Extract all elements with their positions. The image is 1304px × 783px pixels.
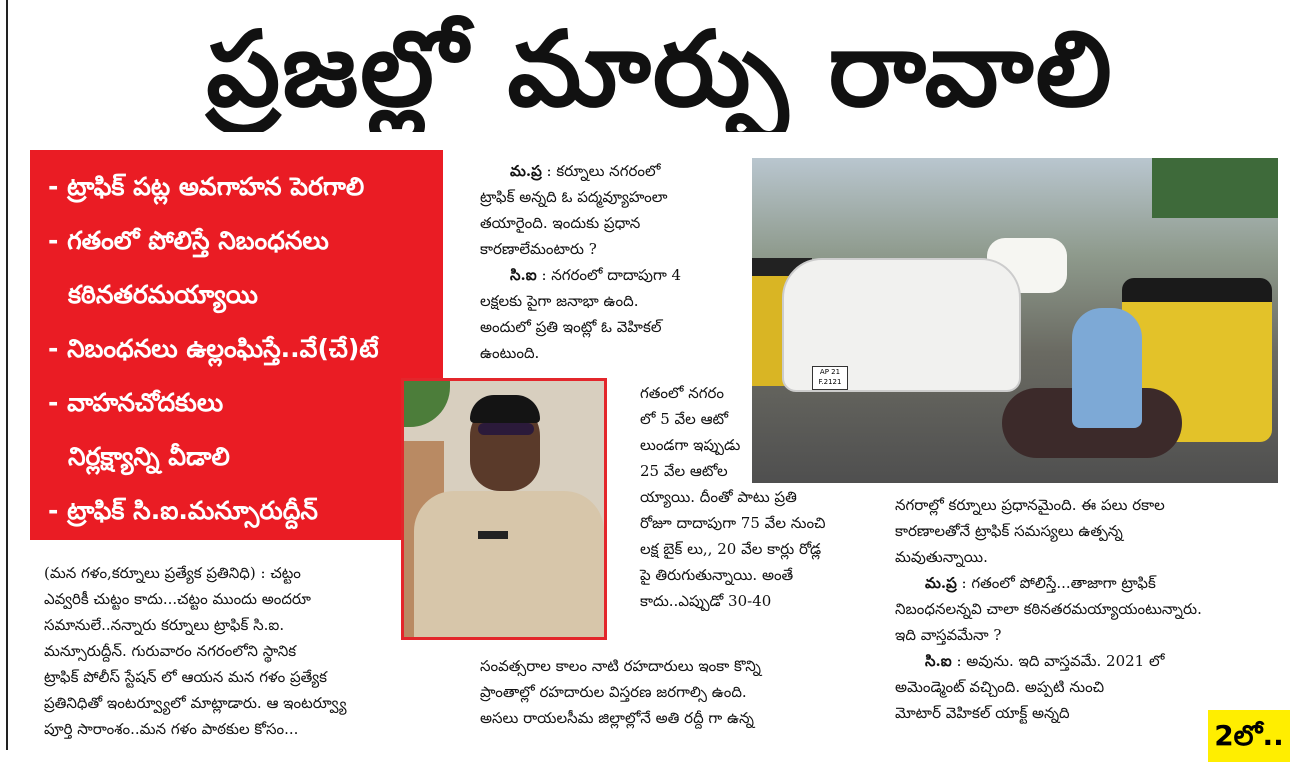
line-text: : కర్నూలు నగరంలో — [541, 162, 661, 180]
line-text: ఇది వాస్తవమేనా ? — [895, 626, 1002, 644]
highlight-line: - ట్రాఫిక్ పట్ల అవగాహన పెరగాలి — [48, 172, 365, 201]
headline: ప్రజల్లో మార్పు రావాలి — [206, 8, 1114, 130]
highlight-line: కఠినతరమయ్యాయి — [68, 280, 258, 309]
text-line — [480, 288, 740, 314]
uniform — [414, 491, 604, 640]
text-line — [480, 236, 740, 262]
text-line — [895, 544, 1295, 570]
text-line: లో 5 వేల ఆటో — [640, 410, 729, 428]
line-text: తయారైంది. ఇందుకు ప్రధాన — [480, 214, 641, 232]
text-line: అసలు రాయలసీమ జిల్లాల్లోనే అతి రద్దీ గా ఉన్న — [480, 709, 754, 727]
text-line: రోజూ దాదాపుగా 75 వేల నుంచి — [640, 514, 826, 532]
text-line — [480, 314, 740, 340]
text-line: ట్రాఫిక్ పోలీస్ స్టేషన్ లో ఆయన మన గళం ప్రత్యేక — [44, 668, 327, 686]
line-text: అమెండ్మెంట్ వచ్చింది. అప్పటి నుంచి — [895, 678, 1105, 696]
text-line: ఎవ్వరికీ చుట్టం కాదు...చట్టం ముందు అందరూ — [44, 590, 311, 608]
hair — [470, 395, 540, 423]
line-text: కారణాలతోనే ట్రాఫిక్ సమస్యలు ఉత్పన్న — [895, 522, 1123, 540]
line-text: : అవును. ఇది వాస్తవమే. 2021 లో — [951, 652, 1165, 670]
line-text: ఉంటుంది. — [480, 344, 540, 362]
name-tag — [478, 531, 508, 539]
highlight-line: - వాహనచోదకులు — [48, 388, 224, 417]
line-text: మోటార్ వెహికల్ యాక్ట్ అన్నది — [895, 704, 1070, 722]
text-line — [480, 340, 740, 366]
line-text: మవుతున్నాయి. — [895, 548, 988, 566]
leaf-shape — [404, 381, 450, 427]
text-line: లక్ష బైక్ లు,, 20 వేల కార్లు రోడ్ల — [640, 540, 822, 558]
speaker-label: మ.ప్ర — [510, 162, 542, 180]
text-line — [480, 184, 740, 210]
highlight-line: - నిబంధనలు ఉల్లంఘిస్తే..వే(చే)టే — [48, 334, 379, 363]
number-plate: AP 21 F.2121 — [812, 366, 848, 390]
text-line: 25 వేల ఆటోల — [640, 462, 728, 480]
line-text: నగరాల్లో కర్నూలు ప్రధానమైంది. ఈ పలు రకాల — [895, 496, 1165, 514]
line-text: కారణాలేమంటారు ? — [480, 240, 597, 258]
highlights-box — [30, 150, 443, 540]
text-line: ప్రాంతాల్లో రహదారుల విస్తరణ జరగాల్సి ఉంది. — [480, 683, 747, 701]
text-line — [895, 622, 1295, 648]
interview-column-right — [895, 492, 1295, 726]
text-line — [480, 158, 740, 184]
text-line — [895, 570, 1295, 596]
text-line: గతంలో నగరం — [640, 384, 724, 402]
text-line — [895, 648, 1295, 674]
text-line — [895, 596, 1295, 622]
text-line — [480, 262, 740, 288]
officer-portrait — [401, 378, 607, 640]
text-line: మన్సూరుద్దీన్. గురువారం నగరంలోని స్థానిక — [44, 642, 297, 660]
continued-tag: 2లో.. — [1208, 710, 1290, 762]
bike-rider — [1072, 308, 1142, 428]
line-text: ట్రాఫిక్ అన్నది ఓ పద్మవ్యూహంలా — [480, 188, 668, 206]
column-rule — [6, 0, 8, 750]
highlight-line: - ట్రాఫిక్ సి.ఐ.మన్సూరుద్దీన్ — [48, 496, 318, 525]
text-line: ప్రతినిధితో ఇంటర్వ్యూలో మాట్లాడారు. ఆ ఇంటర్వ్యూ — [44, 694, 347, 712]
highlight-line: నిర్లక్ష్యాన్ని వీడాలి — [68, 442, 230, 471]
text-line: సమానులే..నన్నారు కర్నూలు ట్రాఫిక్ సి.ఐ. — [44, 616, 285, 634]
text-line — [895, 492, 1295, 518]
text-line: సంవత్సరాల కాలం నాటి రహదారులు ఇంకా కొన్ని — [480, 657, 761, 675]
text-line: పూర్తి సారాంశం..మన గళం పాఠకుల కోసం... — [44, 720, 299, 738]
text-line: పై తిరుగుతున్నాయి. అంతే — [640, 566, 794, 584]
text-line: కాదు..ఎప్పుడో 30-40 — [640, 592, 772, 610]
speaker-label: సి.ఐ — [510, 266, 537, 284]
text-line — [895, 518, 1295, 544]
tree-shape — [1152, 158, 1278, 218]
line-text: : నగరంలో దాదాపుగా 4 — [536, 266, 682, 284]
text-line — [895, 674, 1295, 700]
text-line: య్యాయి. దీంతో పాటు ప్రతి — [640, 488, 797, 506]
text-line — [480, 210, 740, 236]
line-text: అందులో ప్రతి ఇంట్లో ఓ వెహికల్ — [480, 318, 662, 336]
speaker-label: మ.ప్ర — [925, 574, 957, 592]
glasses — [478, 423, 534, 435]
interview-column-top — [480, 158, 740, 366]
traffic-photo — [752, 158, 1278, 483]
line-text: లక్షలకు పైగా జనాభా ఉంది. — [480, 292, 639, 310]
line-text: : గతంలో పోలిస్తే...తాజాగా ట్రాఫిక్ — [956, 574, 1156, 592]
intro-column — [44, 560, 404, 742]
text-line: (మన గళం,కర్నూలు ప్రత్యేక ప్రతినిధి) : చట్టం — [44, 564, 301, 582]
highlight-line: - గతంలో పోలిస్తే నిబంధనలు — [48, 226, 329, 255]
line-text: నిబంధనలన్నవి చాలా కఠినతరమయ్యాయంటున్నారు. — [895, 600, 1202, 618]
text-line: లుండగా ఇప్పుడు — [640, 436, 741, 454]
interview-column-bottom — [480, 653, 880, 731]
speaker-label: సి.ఐ — [925, 652, 952, 670]
